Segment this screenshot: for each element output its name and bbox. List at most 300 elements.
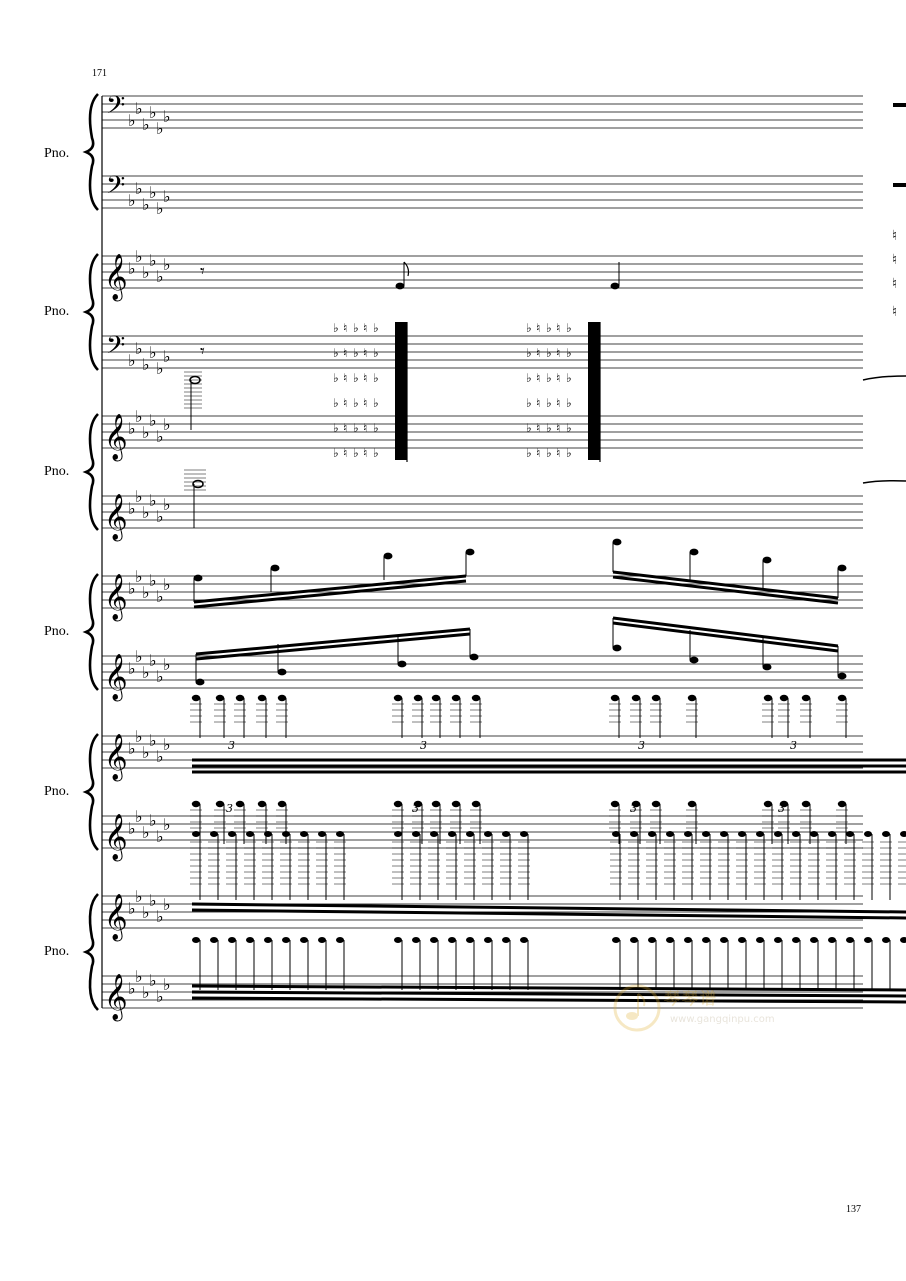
beam xyxy=(613,618,838,646)
flat-icon: ♭ xyxy=(128,739,136,758)
flat-icon: ♭ xyxy=(128,111,136,130)
accidental-icon: ♮ xyxy=(536,321,541,335)
note-head xyxy=(246,831,254,837)
instrument-label-6: Pno. xyxy=(44,944,70,959)
flat-icon: ♭ xyxy=(142,115,150,134)
note-head xyxy=(810,937,818,943)
accidental-icon: ♭ xyxy=(566,421,572,435)
flat-icon: ♭ xyxy=(142,583,150,602)
note-head xyxy=(690,549,699,556)
note-head xyxy=(763,557,772,564)
note-head xyxy=(236,695,244,701)
flat-icon: ♭ xyxy=(149,811,157,830)
accidental-icon: ♮ xyxy=(536,346,541,360)
accidental-icon: ♮ xyxy=(536,371,541,385)
note-head xyxy=(278,801,286,807)
note-head xyxy=(502,937,510,943)
note-head xyxy=(412,831,420,837)
instrument-label-5: Pno. xyxy=(44,784,70,799)
flat-icon: ♭ xyxy=(128,979,136,998)
flat-icon: ♭ xyxy=(135,179,143,198)
note-head xyxy=(611,283,620,290)
note-head xyxy=(282,937,290,943)
tuplet-number: 3 xyxy=(228,739,235,752)
note-head xyxy=(258,695,266,701)
flat-icon: ♭ xyxy=(142,355,150,374)
note-head xyxy=(764,801,772,807)
note-head xyxy=(228,831,236,837)
note-head xyxy=(666,937,674,943)
note-head xyxy=(630,831,638,837)
note-head xyxy=(210,937,218,943)
note-head xyxy=(810,831,818,837)
note-head xyxy=(196,679,205,686)
note-head xyxy=(394,801,402,807)
note-head xyxy=(466,937,474,943)
note-head xyxy=(472,801,480,807)
natural-icon: ♮ xyxy=(892,276,898,292)
note-head xyxy=(216,801,224,807)
note-head xyxy=(282,831,290,837)
accidental-icon: ♮ xyxy=(556,396,561,410)
note-head xyxy=(192,801,200,807)
flat-icon: ♭ xyxy=(135,887,143,906)
flat-icon: ♭ xyxy=(149,891,157,910)
note-head xyxy=(756,831,764,837)
note-head xyxy=(846,831,854,837)
flat-icon: ♭ xyxy=(142,663,150,682)
note-head xyxy=(300,831,308,837)
flat-icon: ♭ xyxy=(135,567,143,586)
flat-icon: ♭ xyxy=(142,903,150,922)
note-head xyxy=(720,831,728,837)
page-number: 137 xyxy=(846,1204,861,1215)
flat-icon: ♭ xyxy=(142,823,150,842)
rest-icon xyxy=(893,103,906,107)
note-head xyxy=(452,801,460,807)
note-head xyxy=(396,283,405,290)
note-head xyxy=(210,831,218,837)
flat-icon: ♭ xyxy=(163,255,171,274)
accidental-icon: ♭ xyxy=(373,396,379,410)
flat-icon: ♭ xyxy=(149,731,157,750)
note-head xyxy=(648,831,656,837)
note-head xyxy=(520,937,528,943)
accidental-icon: ♮ xyxy=(363,446,368,460)
music-note-logo-icon xyxy=(612,980,662,1036)
note-head xyxy=(828,937,836,943)
accidental-icon: ♭ xyxy=(333,371,339,385)
accidental-icon: ♭ xyxy=(546,396,552,410)
eighth-rest-icon: 𝄾 xyxy=(200,341,205,362)
tuplet-number: 3 xyxy=(412,802,419,815)
brace-icon xyxy=(86,414,98,530)
flat-icon: ♭ xyxy=(128,899,136,918)
instrument-label-3: Pno. xyxy=(44,464,70,479)
accidental-icon: ♭ xyxy=(373,446,379,460)
flat-icon: ♭ xyxy=(142,503,150,522)
flat-icon: ♭ xyxy=(163,495,171,514)
note-head xyxy=(264,937,272,943)
accidental-icon: ♭ xyxy=(566,371,572,385)
note-head xyxy=(838,801,846,807)
note-head xyxy=(484,937,492,943)
note-head xyxy=(300,937,308,943)
flat-icon: ♭ xyxy=(149,491,157,510)
note-head xyxy=(652,801,660,807)
accidental-icon: ♭ xyxy=(566,346,572,360)
flat-icon: ♭ xyxy=(163,895,171,914)
natural-icon: ♮ xyxy=(892,228,898,244)
note-head xyxy=(632,695,640,701)
flat-icon: ♭ xyxy=(149,343,157,362)
flat-icon: ♭ xyxy=(156,359,164,378)
treble-clef-icon: 𝄞 xyxy=(104,414,128,460)
note-head xyxy=(466,549,475,556)
accidental-icon: ♮ xyxy=(363,421,368,435)
accidental-icon: ♮ xyxy=(363,396,368,410)
beam xyxy=(196,634,470,659)
note-head xyxy=(336,831,344,837)
flat-icon: ♭ xyxy=(135,967,143,986)
note-head xyxy=(216,695,224,701)
note-head xyxy=(448,831,456,837)
note-head xyxy=(774,937,782,943)
accidental-icon: ♭ xyxy=(546,371,552,385)
natural-icon: ♮ xyxy=(892,252,898,268)
note-head xyxy=(652,695,660,701)
watermark-url: www.gangqinpu.com xyxy=(670,1014,775,1025)
accidental-icon: ♭ xyxy=(333,421,339,435)
flat-icon: ♭ xyxy=(156,747,164,766)
note-head xyxy=(412,937,420,943)
flat-icon: ♭ xyxy=(156,199,164,218)
flat-icon: ♭ xyxy=(163,975,171,994)
note-head xyxy=(432,695,440,701)
accidental-icon: ♭ xyxy=(566,446,572,460)
note-head xyxy=(611,801,619,807)
accidental-icon: ♭ xyxy=(353,421,359,435)
tuplet-number: 3 xyxy=(630,802,637,815)
note-head xyxy=(763,664,772,671)
accidental-icon: ♭ xyxy=(333,446,339,460)
accidental-icon: ♮ xyxy=(556,421,561,435)
tie-curve xyxy=(863,376,906,380)
accidental-icon: ♭ xyxy=(353,321,359,335)
treble-clef-icon: 𝄞 xyxy=(104,254,128,300)
flat-icon: ♭ xyxy=(128,259,136,278)
tuplet-number: 3 xyxy=(778,802,785,815)
note-head xyxy=(738,831,746,837)
rest-icon xyxy=(893,183,906,187)
note-head xyxy=(448,937,456,943)
accidental-icon: ♭ xyxy=(353,371,359,385)
beam xyxy=(194,581,466,607)
note-head xyxy=(900,831,906,837)
bass-clef-icon: 𝄢 xyxy=(106,91,126,126)
note-cluster xyxy=(395,322,407,460)
flat-icon: ♭ xyxy=(128,191,136,210)
accidental-icon: ♭ xyxy=(373,371,379,385)
flat-icon: ♭ xyxy=(135,407,143,426)
note-head xyxy=(318,831,326,837)
accidental-icon: ♭ xyxy=(373,346,379,360)
note-head xyxy=(192,695,200,701)
note-head xyxy=(864,831,872,837)
flat-icon: ♭ xyxy=(156,907,164,926)
note-head xyxy=(194,575,203,582)
flat-icon: ♭ xyxy=(163,347,171,366)
accidental-icon: ♭ xyxy=(526,321,532,335)
flat-icon: ♭ xyxy=(149,411,157,430)
note-head xyxy=(684,937,692,943)
note-head xyxy=(611,695,619,701)
note-head xyxy=(336,937,344,943)
note-head xyxy=(271,565,280,572)
note-head xyxy=(384,553,393,560)
note-head xyxy=(846,937,854,943)
note-head xyxy=(802,695,810,701)
accidental-icon: ♭ xyxy=(333,346,339,360)
note-head xyxy=(318,937,326,943)
flat-icon: ♭ xyxy=(156,119,164,138)
note-head xyxy=(688,695,696,701)
note-head xyxy=(228,937,236,943)
flat-icon: ♭ xyxy=(128,579,136,598)
watermark xyxy=(612,980,812,1040)
flat-icon: ♭ xyxy=(142,195,150,214)
flat-icon: ♭ xyxy=(149,571,157,590)
note-head xyxy=(630,937,638,943)
note-head xyxy=(900,937,906,943)
note-head xyxy=(756,937,764,943)
flat-icon: ♭ xyxy=(142,423,150,442)
brace-icon xyxy=(86,894,98,1010)
flat-icon: ♭ xyxy=(163,735,171,754)
note-head xyxy=(648,937,656,943)
note-head xyxy=(613,539,622,546)
note-head xyxy=(394,831,402,837)
flat-icon: ♭ xyxy=(156,267,164,286)
accidental-icon: ♭ xyxy=(333,321,339,335)
accidental-icon: ♮ xyxy=(343,371,348,385)
note-head xyxy=(466,831,474,837)
flat-icon: ♭ xyxy=(135,247,143,266)
flat-icon: ♭ xyxy=(163,415,171,434)
note-head xyxy=(394,937,402,943)
accidental-icon: ♮ xyxy=(556,371,561,385)
note-head xyxy=(520,831,528,837)
accidental-icon: ♭ xyxy=(526,371,532,385)
accidental-icon: ♭ xyxy=(546,346,552,360)
beam xyxy=(613,623,838,651)
note-head xyxy=(690,657,699,664)
accidental-icon: ♭ xyxy=(546,446,552,460)
flat-icon: ♭ xyxy=(135,487,143,506)
accidental-icon: ♭ xyxy=(526,396,532,410)
beam xyxy=(194,576,466,602)
accidental-icon: ♮ xyxy=(343,396,348,410)
note-head xyxy=(394,695,402,701)
note-head xyxy=(738,937,746,943)
tie-curve xyxy=(863,481,906,483)
note-head xyxy=(828,831,836,837)
note-head xyxy=(192,831,200,837)
accidental-icon: ♭ xyxy=(353,346,359,360)
flat-icon: ♭ xyxy=(156,587,164,606)
flat-icon: ♭ xyxy=(135,647,143,666)
tuplet-number: 3 xyxy=(638,739,645,752)
eighth-rest-icon: 𝄾 xyxy=(200,261,205,282)
treble-clef-icon: 𝄞 xyxy=(104,894,128,940)
treble-clef-icon: 𝄞 xyxy=(104,974,128,1020)
tuplet-number: 3 xyxy=(790,739,797,752)
bass-clef-icon: 𝄢 xyxy=(106,171,126,206)
accidental-icon: ♮ xyxy=(556,446,561,460)
note-head xyxy=(612,831,620,837)
accidental-icon: ♭ xyxy=(333,396,339,410)
accidental-icon: ♮ xyxy=(363,371,368,385)
accidental-icon: ♮ xyxy=(556,321,561,335)
flat-icon: ♭ xyxy=(135,807,143,826)
note-head xyxy=(236,801,244,807)
flat-icon: ♭ xyxy=(156,507,164,526)
flat-icon: ♭ xyxy=(156,427,164,446)
accidental-icon: ♭ xyxy=(526,421,532,435)
bass-clef-icon: 𝄢 xyxy=(106,331,126,366)
tuplet-number: 3 xyxy=(226,802,233,815)
note-head xyxy=(470,654,479,661)
flat-icon: ♭ xyxy=(135,99,143,118)
note-head xyxy=(792,937,800,943)
note-head xyxy=(264,831,272,837)
note-head xyxy=(764,695,772,701)
note-head xyxy=(774,831,782,837)
flat-icon: ♭ xyxy=(128,819,136,838)
flat-icon: ♭ xyxy=(142,263,150,282)
accidental-icon: ♭ xyxy=(546,421,552,435)
flat-icon: ♭ xyxy=(149,183,157,202)
note-head xyxy=(258,801,266,807)
instrument-label-2: Pno. xyxy=(44,304,70,319)
flat-icon: ♭ xyxy=(163,107,171,126)
note-head xyxy=(246,937,254,943)
accidental-icon: ♭ xyxy=(373,321,379,335)
note-head xyxy=(666,831,674,837)
note-head xyxy=(882,937,890,943)
flat-icon: ♭ xyxy=(128,351,136,370)
watermark-text: 琴琴谱 xyxy=(664,989,719,1008)
accidental-icon: ♮ xyxy=(343,421,348,435)
accidental-icon: ♭ xyxy=(526,346,532,360)
flat-icon: ♭ xyxy=(163,575,171,594)
note-head xyxy=(720,937,728,943)
accidental-icon: ♮ xyxy=(363,346,368,360)
flat-icon: ♭ xyxy=(156,987,164,1006)
accidental-icon: ♮ xyxy=(536,446,541,460)
note-head xyxy=(838,565,847,572)
tuplet-number: 3 xyxy=(420,739,427,752)
brace-icon xyxy=(86,254,98,370)
flat-icon: ♭ xyxy=(149,971,157,990)
beam xyxy=(613,577,838,603)
note-head xyxy=(484,831,492,837)
note-head xyxy=(278,669,287,676)
treble-clef-icon: 𝄞 xyxy=(104,814,128,860)
accidental-icon: ♮ xyxy=(536,421,541,435)
note-head xyxy=(792,831,800,837)
flat-icon: ♭ xyxy=(128,659,136,678)
treble-clef-icon: 𝄞 xyxy=(104,574,128,620)
brace-icon xyxy=(86,574,98,690)
note-head xyxy=(278,695,286,701)
accidental-icon: ♭ xyxy=(353,446,359,460)
accidental-icon: ♭ xyxy=(566,321,572,335)
note-head xyxy=(688,801,696,807)
accidental-icon: ♭ xyxy=(526,446,532,460)
treble-clef-icon: 𝄞 xyxy=(104,494,128,540)
accidental-icon: ♭ xyxy=(373,421,379,435)
note-head xyxy=(702,831,710,837)
note-cluster xyxy=(588,322,600,460)
note-head xyxy=(702,937,710,943)
note-head xyxy=(430,831,438,837)
note-head xyxy=(414,695,422,701)
note-head xyxy=(192,937,200,943)
treble-clef-icon: 𝄞 xyxy=(104,654,128,700)
note-head xyxy=(432,801,440,807)
flat-icon: ♭ xyxy=(163,655,171,674)
note-head xyxy=(398,661,407,668)
instrument-label-4: Pno. xyxy=(44,624,70,639)
brace-icon xyxy=(86,94,98,210)
flat-icon: ♭ xyxy=(135,727,143,746)
flat-icon: ♭ xyxy=(156,667,164,686)
note-head xyxy=(802,801,810,807)
flat-icon: ♭ xyxy=(149,103,157,122)
accidental-icon: ♮ xyxy=(343,321,348,335)
instrument-label-1: Pno. xyxy=(44,146,70,161)
accidental-icon: ♮ xyxy=(343,346,348,360)
flat-icon: ♭ xyxy=(163,187,171,206)
note-head xyxy=(684,831,692,837)
accidental-icon: ♭ xyxy=(353,396,359,410)
accidental-icon: ♮ xyxy=(556,346,561,360)
brace-icon xyxy=(86,734,98,850)
note-head xyxy=(613,645,622,652)
accidental-icon: ♮ xyxy=(363,321,368,335)
flat-icon: ♭ xyxy=(142,983,150,1002)
note-head xyxy=(864,937,872,943)
flat-icon: ♭ xyxy=(149,651,157,670)
flat-icon: ♭ xyxy=(142,743,150,762)
note-head xyxy=(882,831,890,837)
note-head xyxy=(502,831,510,837)
accidental-icon: ♭ xyxy=(566,396,572,410)
flat-icon: ♭ xyxy=(156,827,164,846)
accidental-icon: ♭ xyxy=(546,321,552,335)
flat-icon: ♭ xyxy=(135,339,143,358)
flat-icon: ♭ xyxy=(149,251,157,270)
note-head xyxy=(452,695,460,701)
note-head xyxy=(780,695,788,701)
note-head xyxy=(838,673,847,680)
natural-icon: ♮ xyxy=(892,304,898,320)
treble-clef-icon: 𝄞 xyxy=(104,734,128,780)
flat-icon: ♭ xyxy=(128,499,136,518)
note-head xyxy=(430,937,438,943)
accidental-icon: ♮ xyxy=(536,396,541,410)
